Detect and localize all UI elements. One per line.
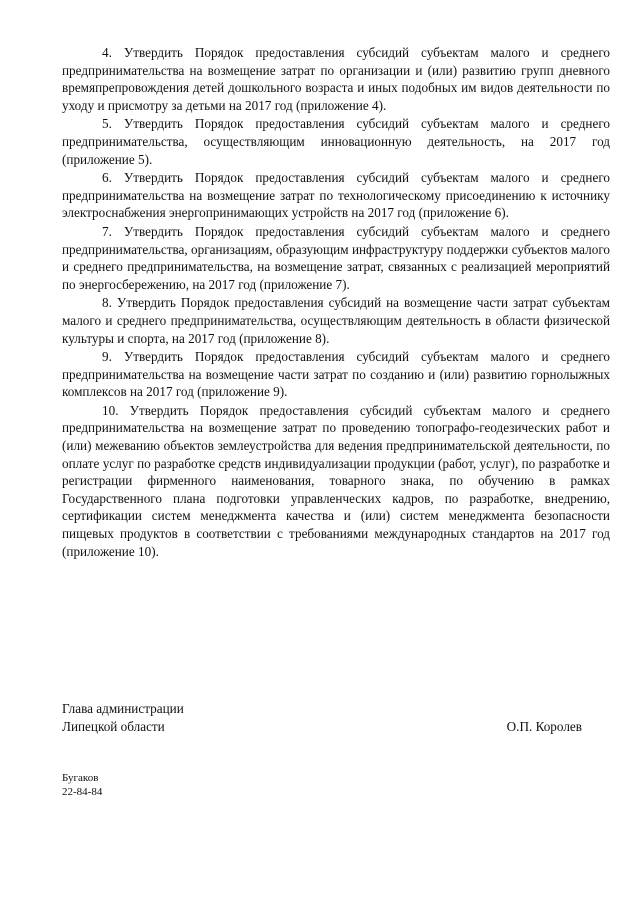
signatory-title-line2: Липецкой области	[62, 719, 165, 734]
paragraph-item-7: 7. Утвердить Порядок предоставления субсидий субъектам малого и среднего предпринимательства, организациям, образующим инфраструктуру поддержки субъектов малого и среднего предпринимательства, на возмещение затрат, связанных с реализацией мероприятий по энергосбережению, на 2017 год (приложение 7).	[62, 223, 610, 292]
paragraph-item-5: 5. Утвердить Порядок предоставления субсидий субъектам малого и среднего предпринимательства, осуществляющим инновационную деятельность, на 2017 год (приложение 5).	[62, 116, 610, 167]
paragraph-item-9: 9. Утвердить Порядок предоставления субсидий субъектам малого и среднего предпринимательства на возмещение части затрат по созданию и (или) развитию горнолыжных комплексов на 2017 год (приложение 9).	[62, 349, 610, 400]
paragraph-item-10: 10. Утвердить Порядок предоставления субсидий субъектам малого и среднего предпринимательства на возмещение затрат по проведению топографо-геодезических работ и (или) межеванию объектов землеустройства для ведения предпринимательской деятельности, по оплате услуг по разработке средств индивидуализации продукции (работ, услуг), по разработке и регистрации фирменного наименования, товарного знака, по обучению в рамках Государственного плана подготовки управленческих кадров, по разработке, внедрению, сертификации систем менеджмента качества и (или) систем менеджмента безопасности пищевых продуктов в соответствии с требованиями международных стандартов на 2017 год (приложение 10).	[62, 402, 610, 559]
signature-block	[62, 700, 582, 736]
executor-name: Бугаков	[62, 772, 99, 784]
paragraph-item-8: 8. Утвердить Порядок предоставления субсидий на возмещение части затрат субъектам малого и среднего предпринимательства, осуществляющим деятельность в области физической культуры и спорта, на 2017 год (приложение 8).	[62, 295, 610, 346]
signatory-name: О.П. Королев	[506, 719, 582, 734]
paragraph-item-4: 4. Утвердить Порядок предоставления субсидий субъектам малого и среднего предпринимательства на возмещение затрат по организации и (или) развитию групп дневного времяпрепровождения детей дошкольного возраста и иных подобных им видов деятельности по уходу и присмотру за детьми на 2017 год (приложение 4).	[62, 45, 610, 113]
executor-phone: 22-84-84	[62, 786, 103, 798]
document-body	[62, 44, 610, 560]
executor-block	[62, 771, 102, 799]
signatory-title-line1: Глава администрации	[62, 701, 184, 716]
paragraph-item-6: 6. Утвердить Порядок предоставления субсидий субъектам малого и среднего предпринимательства на возмещение затрат по технологическому присоединению к источнику электроснабжения энергопринимающих устройств на 2017 год (приложение 6).	[62, 170, 610, 221]
signature-row	[62, 718, 582, 736]
